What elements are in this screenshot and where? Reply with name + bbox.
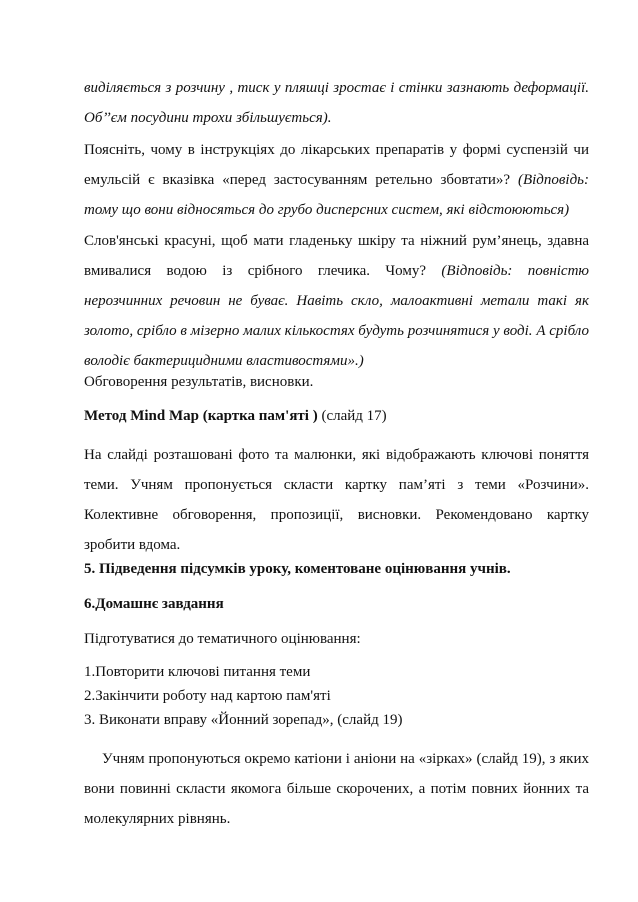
paragraph-star-exercise: Учням пропонуються окремо катіони і аніони на «зірках» (слайд 19), з яких вони повинні скласти якомога більше скорочених, а потім повних йонних та молекулярних рівнянь. [84,751,589,827]
section-heading-summary: 5. Підведення підсумків уроку, коментоване оцінювання учнів. [84,561,511,577]
list-item-3: 3. Виконати вправу «Йонний зорепад», (слайд 19) [84,712,403,728]
paragraph-discussion: Обговорення результатів, висновки. [84,374,314,390]
paragraph-mind-map-description: На слайді розташовані фото та малюнки, які відображають ключові поняття теми. Учням пропонується скласти картку пам’яті з теми «Розчини». Колективне обговорення, пропозиції, висновки. Рекомендовано картку зробити вдома. [84,447,589,553]
paragraph-prepare: Підготуватися до тематичного оцінювання: [84,631,361,647]
list-item-2: 2.Закінчити роботу над картою пам'яті [84,688,331,704]
paragraph-suspension-question: Поясніть, чому в інструкціях до лікарських препаратів у формі суспензій чи емульсій є вказівка «перед застосуванням ретельно збовтати»? (Відповідь: тому що вони відносяться до грубо дисперсних систем, які відстоюються) [84,142,589,218]
paragraph-silver-question: Слов'янські красуні, щоб мати гладеньку шкіру та ніжний рум’янець, здавна вмивалися водою із срібного глечика. Чому? (Відповідь: повністю нерозчинних речовин не буває. Навіть скло, малоактивні метали такі як золото, срібло в мізерно малих кількостях будуть розчинятися у воді. А срібло володіє бактерицидними властивостями».) [84,233,589,369]
paragraph-answer-continuation: виділяється з розчину , тиск у пляшці зростає і стінки зазнають деформації. Об’’єм посудини трохи збільшується). [84,80,589,126]
list-item-1: 1.Повторити ключові питання теми [84,664,311,680]
paragraph-mind-map-heading: Метод Mind Map (картка пам'яті ) (слайд 17) [84,408,387,424]
section-heading-homework: 6.Домашнє завдання [84,596,224,612]
